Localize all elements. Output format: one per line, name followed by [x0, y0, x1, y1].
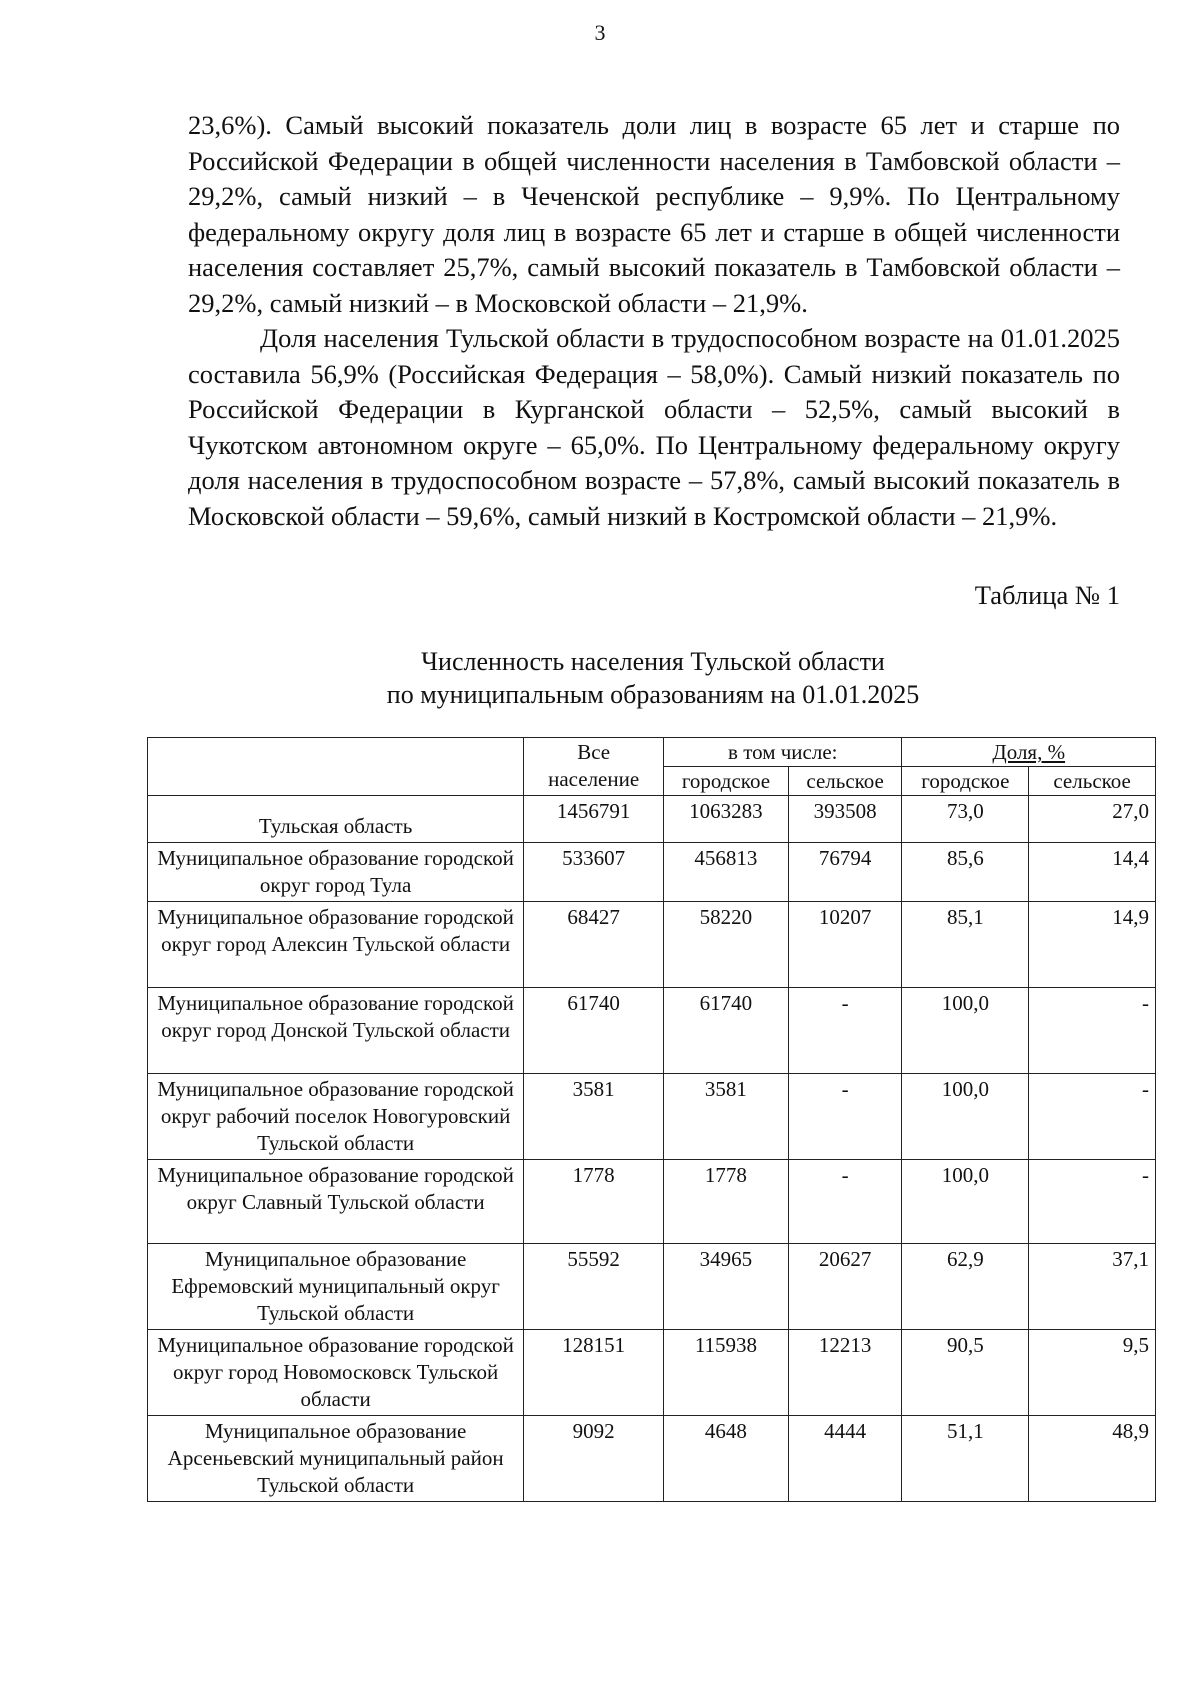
- row-total: 9092: [524, 1416, 664, 1502]
- row-share-urban: 62,9: [902, 1244, 1029, 1330]
- row-urban: 61740: [664, 988, 789, 1074]
- row-name: Муниципальное образование Ефремовский муниципальный округ Тульской области: [148, 1244, 524, 1330]
- body-text: [188, 108, 1120, 534]
- header-all-line-2: население: [548, 767, 640, 791]
- header-all-population: [524, 738, 664, 796]
- row-urban: 58220: [664, 902, 789, 988]
- table-title-line-2: по муниципальным образованиям на 01.01.2025: [386, 680, 920, 709]
- row-total: 1456791: [524, 796, 664, 843]
- table-row: [148, 988, 1156, 1074]
- header-including: в том числе:: [664, 738, 902, 767]
- paragraph-2: Доля населения Тульской области в трудоспособном возрасте на 01.01.2025 составила 56,9% (Российская Федерация – 58,0%). Самый низкий показатель по Российской Федерации в Курганской области – 52,5%, самый высокий в Чукотском автономном округе – 65,0%. По Центральному федеральному округу доля населения в трудоспособном возрасте – 57,8%, самый высокий показатель в Московской области – 59,6%, самый низкий в Костромской области – 21,9%.: [188, 323, 1120, 531]
- header-share: Доля, %: [902, 738, 1156, 767]
- row-rural: -: [788, 1160, 902, 1244]
- row-share-urban: 100,0: [902, 1160, 1029, 1244]
- row-urban: 3581: [664, 1074, 789, 1160]
- header-rural: сельское: [788, 767, 902, 796]
- row-share-rural: -: [1029, 1074, 1156, 1160]
- row-rural: 76794: [788, 843, 902, 902]
- row-total: 61740: [524, 988, 664, 1074]
- row-share-urban: 85,1: [902, 902, 1029, 988]
- row-share-rural: -: [1029, 988, 1156, 1074]
- table-header-row-1: [148, 738, 1156, 767]
- row-name: Муниципальное образование городской округ город Алексин Тульской области: [148, 902, 524, 988]
- table-row: [148, 1330, 1156, 1416]
- row-share-rural: 14,4: [1029, 843, 1156, 902]
- row-rural: -: [788, 1074, 902, 1160]
- row-share-rural: 9,5: [1029, 1330, 1156, 1416]
- row-total: 128151: [524, 1330, 664, 1416]
- table-row: [148, 1244, 1156, 1330]
- row-share-rural: 48,9: [1029, 1416, 1156, 1502]
- row-rural: 10207: [788, 902, 902, 988]
- row-urban: 1063283: [664, 796, 789, 843]
- row-share-rural: 37,1: [1029, 1244, 1156, 1330]
- paragraph-1: 23,6%). Самый высокий показатель доли лиц в возрасте 65 лет и старше по Российской Федерации в общей численности населения в Тамбовской области – 29,2%, самый низкий – в Чеченской республике – 9,9%. По Центральному федеральному округу доля лиц в возрасте 65 лет и старше в общей численности населения составляет 25,7%, самый высокий показатель в Тамбовской области – 29,2%, самый низкий – в Московской области – 21,9%.: [188, 110, 1120, 318]
- row-total: 55592: [524, 1244, 664, 1330]
- row-share-rural: -: [1029, 1160, 1156, 1244]
- row-total: 1778: [524, 1160, 664, 1244]
- row-urban: 1778: [664, 1160, 789, 1244]
- table-row: [148, 1416, 1156, 1502]
- population-table: [147, 737, 1156, 1502]
- row-rural: 393508: [788, 796, 902, 843]
- row-name: Муниципальное образование городской округ рабочий поселок Новогуровский Тульской области: [148, 1074, 524, 1160]
- row-share-urban: 90,5: [902, 1330, 1029, 1416]
- header-share-urban: городское: [902, 767, 1029, 796]
- table-row: [148, 843, 1156, 902]
- row-name: Муниципальное образование Арсеньевский муниципальный район Тульской области: [148, 1416, 524, 1502]
- row-name: Муниципальное образование городской округ город Донской Тульской области: [148, 988, 524, 1074]
- row-rural: 12213: [788, 1330, 902, 1416]
- page-number: 3: [594, 20, 606, 45]
- row-total: 68427: [524, 902, 664, 988]
- table-label: Таблица № 1: [974, 580, 1120, 610]
- table-row: [148, 902, 1156, 988]
- row-name: Муниципальное образование городской округ город Новомосковск Тульской области: [148, 1330, 524, 1416]
- row-total: 3581: [524, 1074, 664, 1160]
- row-rural: -: [788, 988, 902, 1074]
- row-share-rural: 14,9: [1029, 902, 1156, 988]
- row-urban: 34965: [664, 1244, 789, 1330]
- row-rural: 20627: [788, 1244, 902, 1330]
- header-urban: городское: [664, 767, 789, 796]
- header-all-line-1: Все: [577, 740, 611, 764]
- row-urban: 115938: [664, 1330, 789, 1416]
- row-name: Муниципальное образование городской округ город Тула: [148, 843, 524, 902]
- row-rural: 4444: [788, 1416, 902, 1502]
- row-total: 533607: [524, 843, 664, 902]
- row-share-urban: 100,0: [902, 1074, 1029, 1160]
- row-share-urban: 100,0: [902, 988, 1029, 1074]
- row-share-urban: 51,1: [902, 1416, 1029, 1502]
- table-row: [148, 1074, 1156, 1160]
- table-row: [148, 796, 1156, 843]
- header-name-cell: [148, 738, 524, 796]
- row-share-rural: 27,0: [1029, 796, 1156, 843]
- row-urban: 4648: [664, 1416, 789, 1502]
- table-row: [148, 1160, 1156, 1244]
- row-name: Муниципальное образование городской округ Славный Тульской области: [148, 1160, 524, 1244]
- header-share-rural: сельское: [1029, 767, 1156, 796]
- row-name: Тульская область: [148, 796, 524, 843]
- row-share-urban: 73,0: [902, 796, 1029, 843]
- table-title-line-1: Численность населения Тульской области: [421, 647, 885, 676]
- row-urban: 456813: [664, 843, 789, 902]
- table-title: [0, 645, 1200, 711]
- row-share-urban: 85,6: [902, 843, 1029, 902]
